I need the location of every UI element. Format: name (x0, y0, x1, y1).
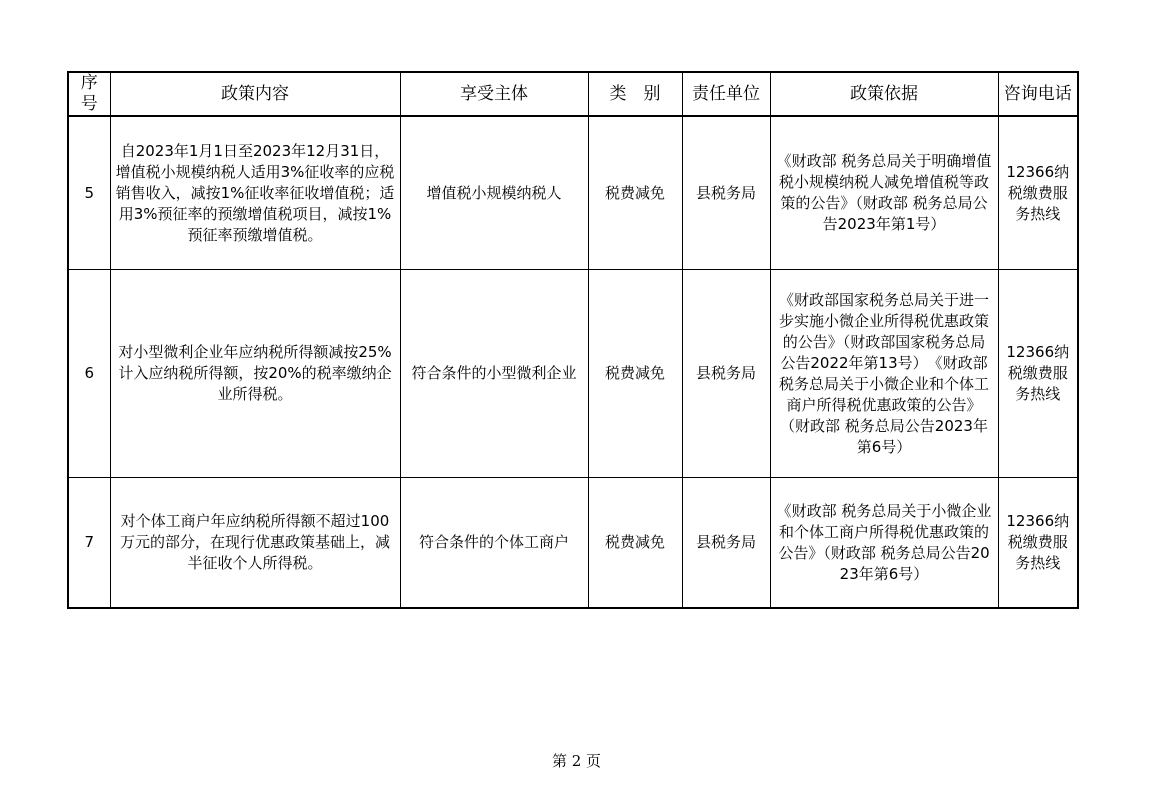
table-row (68, 478, 1078, 609)
cell-subject: 符合条件的个体工商户 (400, 478, 588, 609)
cell-content: 自2023年1月1日至2023年12月31日，增值税小规模纳税人适用3%征收率的应税销售收入，减按1%征收率征收增值税；适用3%预征率的预缴增值税项目，减按1%预征率预缴增值税。 (110, 116, 400, 270)
header-content: 政策内容 (110, 72, 400, 116)
cell-phone: 12366纳税缴费服务热线 (998, 478, 1078, 609)
header-phone: 咨询电话 (998, 72, 1078, 116)
cell-basis: 《财政部 税务总局关于明确增值税小规模纳税人减免增值税等政策的公告》（财政部 税务总局公告2023年第1号） (770, 116, 998, 270)
cell-basis: 《财政部 税务总局关于小微企业和个体工商户所得税优惠政策的公告》（财政部 税务总局公告2023年第6号） (770, 478, 998, 609)
table-row (68, 270, 1078, 478)
cell-content: 对个体工商户年应纳税所得额不超过100万元的部分，在现行优惠政策基础上，减半征收个人所得税。 (110, 478, 400, 609)
cell-no: 7 (68, 478, 110, 609)
policy-table (67, 71, 1079, 609)
header-basis: 政策依据 (770, 72, 998, 116)
cell-phone: 12366纳税缴费服务热线 (998, 116, 1078, 270)
cell-unit: 县税务局 (682, 478, 770, 609)
cell-subject: 符合条件的小型微利企业 (400, 270, 588, 478)
cell-unit: 县税务局 (682, 270, 770, 478)
header-unit: 责任单位 (682, 72, 770, 116)
cell-no: 6 (68, 270, 110, 478)
cell-category: 税费减免 (588, 478, 682, 609)
cell-unit: 县税务局 (682, 116, 770, 270)
page-number: 第 2 页 (551, 752, 602, 770)
cell-phone: 12366纳税缴费服务热线 (998, 270, 1078, 478)
header-no: 序号 (68, 72, 110, 116)
table-row (68, 116, 1078, 270)
cell-category: 税费减免 (588, 116, 682, 270)
table-header-row (68, 72, 1078, 116)
header-subject: 享受主体 (400, 72, 588, 116)
cell-subject: 增值税小规模纳税人 (400, 116, 588, 270)
cell-basis: 《财政部国家税务总局关于进一步实施小微企业所得税优惠政策的公告》（财政部国家税务总局公告2022年第13号） 《财政部 税务总局关于小微企业和个体工商户所得税优惠政策的公告》（财政部 税务总局公告2023年第6号） (770, 270, 998, 478)
cell-content: 对小型微利企业年应纳税所得额减按25%计入应纳税所得额，按20%的税率缴纳企业所得税。 (110, 270, 400, 478)
cell-category: 税费减免 (588, 270, 682, 478)
cell-no: 5 (68, 116, 110, 270)
header-category: 类 别 (588, 72, 682, 116)
